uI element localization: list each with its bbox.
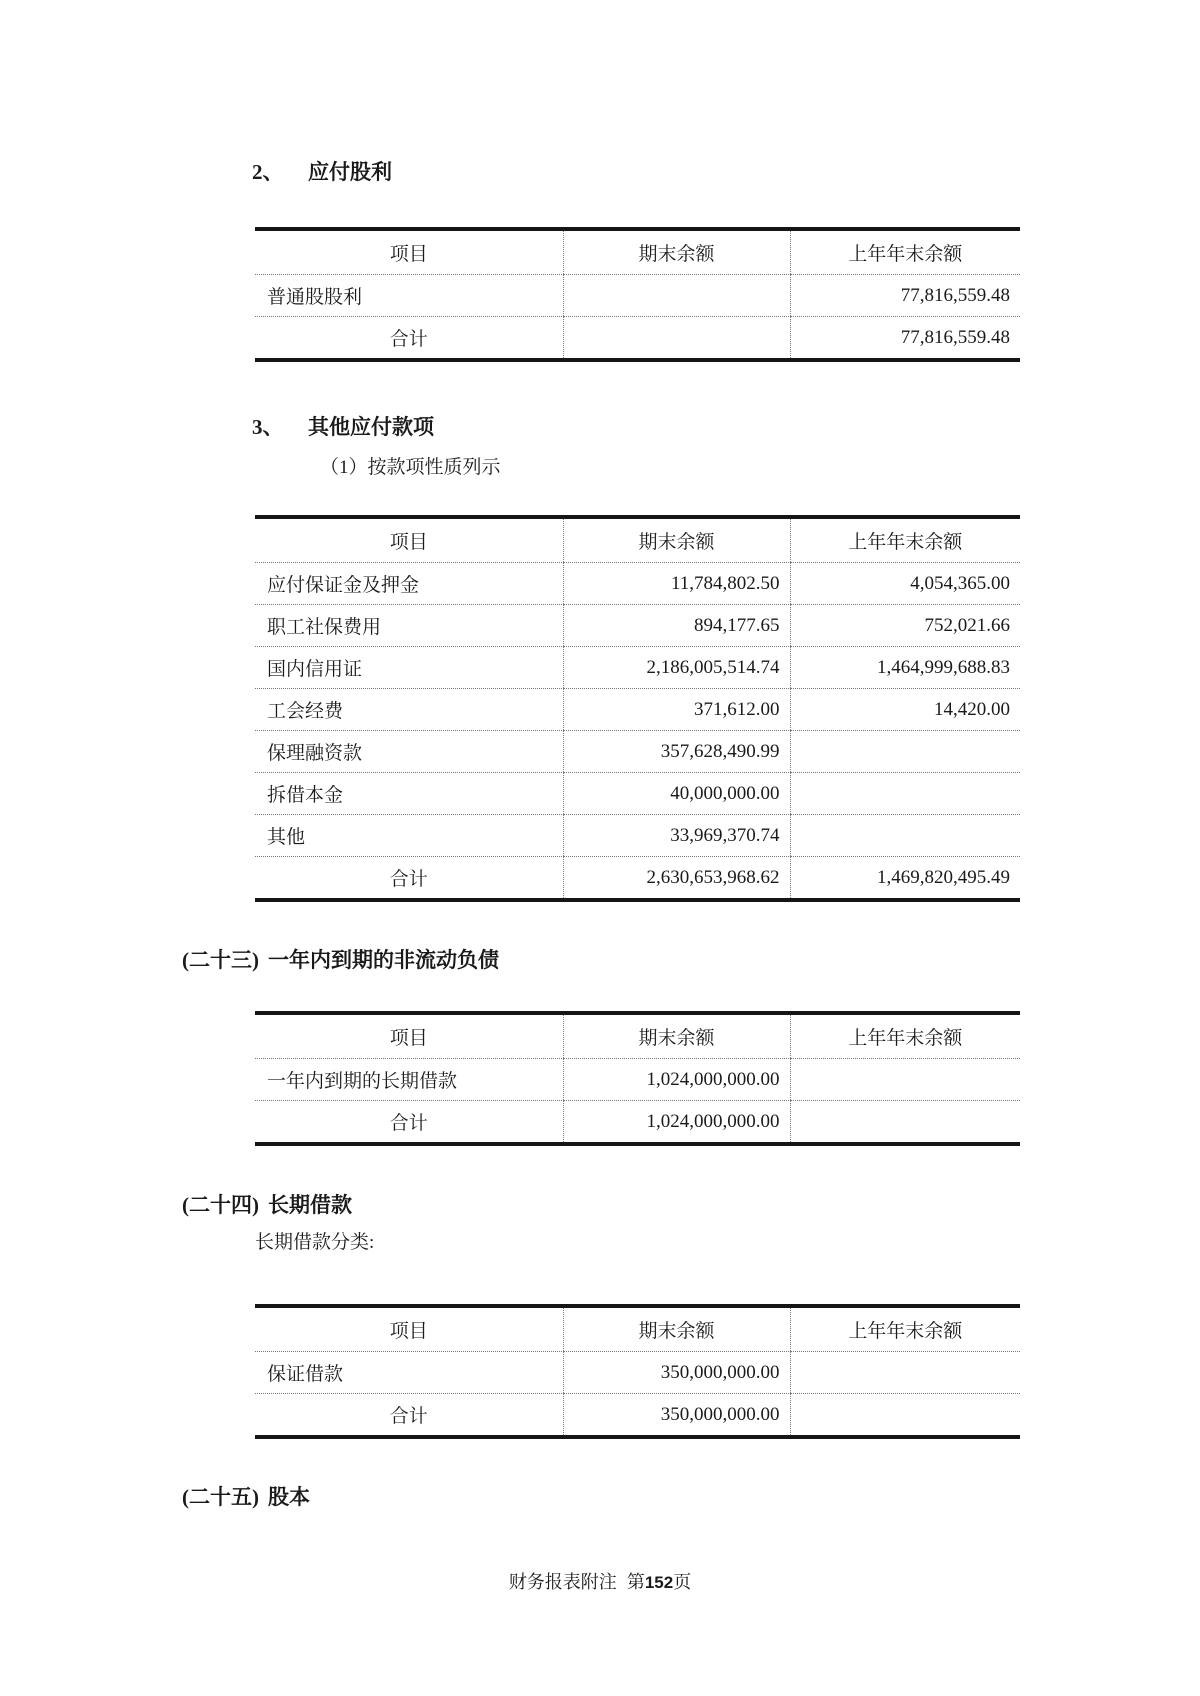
prior-balance-cell: 77,816,559.48 xyxy=(790,275,1020,317)
ending-balance-cell: 1,024,000,000.00 xyxy=(563,1059,790,1101)
item-label-cell: 工会经费 xyxy=(255,689,563,731)
footer-label: 财务报表附注 xyxy=(508,1572,617,1592)
footer-page-suffix: 页 xyxy=(673,1572,692,1592)
item-label-cell: 普通股股利 xyxy=(255,275,563,317)
prior-balance-cell: 14,420.00 xyxy=(790,689,1020,731)
ending-balance-cell: 2,630,653,968.62 xyxy=(563,857,790,901)
header-ending-balance: 期末余额 xyxy=(563,1013,790,1059)
prior-balance-cell xyxy=(790,731,1020,773)
table-row xyxy=(255,731,1020,773)
header-prior-balance: 上年年末余额 xyxy=(790,517,1020,563)
header-item: 项目 xyxy=(255,517,563,563)
item-label-cell: 拆借本金 xyxy=(255,773,563,815)
table-row xyxy=(255,275,1020,317)
header-item: 项目 xyxy=(255,229,563,275)
prior-balance-cell xyxy=(790,1101,1020,1145)
footer-page-number: 152 xyxy=(644,1573,674,1592)
table-row xyxy=(255,605,1020,647)
ending-balance-cell: 11,784,802.50 xyxy=(563,563,790,605)
header-ending-balance: 期末余额 xyxy=(563,517,790,563)
prior-balance-cell: 77,816,559.48 xyxy=(790,317,1020,361)
ending-balance-cell: 1,024,000,000.00 xyxy=(563,1101,790,1145)
section-tag: (二十四) xyxy=(182,1193,259,1217)
heading-title: 其他应付款项 xyxy=(308,415,434,439)
prior-balance-cell: 752,021.66 xyxy=(790,605,1020,647)
item-label-cell: 保证借款 xyxy=(255,1352,563,1394)
heading-number: 3、 xyxy=(252,415,284,439)
total-label-cell: 合计 xyxy=(389,329,428,350)
heading-longterm-borrowings xyxy=(182,1191,352,1219)
dividends-table xyxy=(255,227,1020,362)
item-label-cell: 一年内到期的长期借款 xyxy=(255,1059,563,1101)
heading-title: 应付股利 xyxy=(308,160,392,184)
section-tag: (二十五) xyxy=(182,1485,259,1509)
table-row xyxy=(255,1059,1020,1101)
heading-number: 2、 xyxy=(252,160,284,184)
header-prior-balance: 上年年末余额 xyxy=(790,229,1020,275)
ending-balance-cell xyxy=(563,317,790,361)
heading-dividends-payable xyxy=(252,158,392,186)
table-row xyxy=(255,689,1020,731)
noncurrent-due-within-year-table xyxy=(255,1011,1020,1146)
other-payables-table xyxy=(255,515,1020,902)
header-item: 项目 xyxy=(255,1013,563,1059)
ending-balance-cell: 33,969,370.74 xyxy=(563,815,790,857)
ending-balance-cell: 350,000,000.00 xyxy=(563,1394,790,1438)
ending-balance-cell: 2,186,005,514.74 xyxy=(563,647,790,689)
item-label-cell: 国内信用证 xyxy=(255,647,563,689)
header-prior-balance: 上年年末余额 xyxy=(790,1013,1020,1059)
table-header-row xyxy=(255,229,1020,275)
longterm-borrowings-table xyxy=(255,1304,1020,1439)
page-footer xyxy=(0,1570,1200,1595)
table-row xyxy=(255,647,1020,689)
subheading-longterm-classification: 长期借款分类: xyxy=(255,1232,375,1253)
prior-balance-cell: 1,469,820,495.49 xyxy=(790,857,1020,901)
item-label-cell: 应付保证金及押金 xyxy=(255,563,563,605)
table-row xyxy=(255,773,1020,815)
ending-balance-cell: 40,000,000.00 xyxy=(563,773,790,815)
prior-balance-cell: 1,464,999,688.83 xyxy=(790,647,1020,689)
ending-balance-cell: 894,177.65 xyxy=(563,605,790,647)
header-item: 项目 xyxy=(255,1306,563,1352)
header-ending-balance: 期末余额 xyxy=(563,229,790,275)
section-title: 股本 xyxy=(268,1485,310,1509)
prior-balance-cell xyxy=(790,1394,1020,1438)
table-row xyxy=(255,1352,1020,1394)
prior-balance-cell xyxy=(790,815,1020,857)
item-label-cell: 其他 xyxy=(255,815,563,857)
total-label-cell: 合计 xyxy=(389,869,428,890)
section-title: 一年内到期的非流动负债 xyxy=(268,948,499,972)
section-title: 长期借款 xyxy=(268,1193,352,1217)
total-row xyxy=(255,857,1020,901)
table-row xyxy=(255,815,1020,857)
total-row xyxy=(255,317,1020,361)
total-label-cell: 合计 xyxy=(389,1406,428,1427)
total-row xyxy=(255,1394,1020,1438)
heading-other-payables xyxy=(252,413,434,441)
table-header-row xyxy=(255,517,1020,563)
total-label-cell: 合计 xyxy=(389,1113,428,1134)
item-label-cell: 职工社保费用 xyxy=(255,605,563,647)
heading-share-capital xyxy=(182,1483,310,1511)
heading-noncurrent-due-within-year xyxy=(182,946,499,974)
prior-balance-cell xyxy=(790,1059,1020,1101)
table-header-row xyxy=(255,1013,1020,1059)
ending-balance-cell: 371,612.00 xyxy=(563,689,790,731)
ending-balance-cell xyxy=(563,275,790,317)
prior-balance-cell xyxy=(790,1352,1020,1394)
subheading-by-nature: （1）按款项性质列示 xyxy=(320,457,501,478)
table-header-row xyxy=(255,1306,1020,1352)
ending-balance-cell: 357,628,490.99 xyxy=(563,731,790,773)
table-row xyxy=(255,563,1020,605)
prior-balance-cell: 4,054,365.00 xyxy=(790,563,1020,605)
prior-balance-cell xyxy=(790,773,1020,815)
footer-page xyxy=(627,1572,691,1592)
section-tag: (二十三) xyxy=(182,948,259,972)
total-row xyxy=(255,1101,1020,1145)
item-label-cell: 保理融资款 xyxy=(255,731,563,773)
footer-page-prefix: 第 xyxy=(626,1572,645,1592)
ending-balance-cell: 350,000,000.00 xyxy=(563,1352,790,1394)
header-prior-balance: 上年年末余额 xyxy=(790,1306,1020,1352)
header-ending-balance: 期末余额 xyxy=(563,1306,790,1352)
